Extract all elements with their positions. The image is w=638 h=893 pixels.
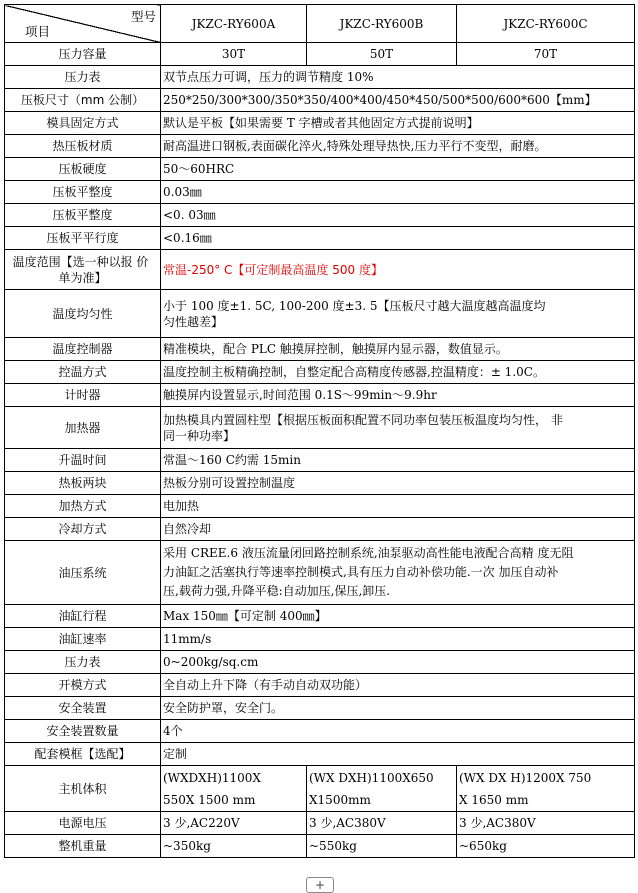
row-label-heater: 加热器: [5, 407, 161, 449]
dimensions-a-line1: (WXDXH)1100X: [163, 770, 261, 785]
heating-mode-value: 电加热: [161, 495, 635, 518]
header-corner-cell: [5, 5, 161, 43]
row-label-weight: 整机重量: [5, 835, 161, 858]
gauge-value: 双节点压力可调，压力的调节精度 10%: [161, 66, 635, 89]
table-row: [5, 605, 635, 628]
mold-fixing-value: 默认是平板【如果需要 T 字槽或者其他固定方式提前说明】: [161, 112, 635, 135]
table-row: [5, 720, 635, 743]
table-row: [5, 628, 635, 651]
temp-control-mode-value: 温度控制主板精确控制，自整定配合高精度传感器,控温精度：± 1.0C。: [161, 361, 635, 384]
table-row: [5, 135, 635, 158]
row-label-open-mode: 开模方式: [5, 674, 161, 697]
dimensions-a-line2: 550X 1500 mm: [163, 792, 256, 807]
power-b: 3 少,AC380V: [307, 812, 457, 835]
weight-a: ~350kg: [161, 835, 307, 858]
table-row: [5, 227, 635, 250]
row-label-speed: 油缸速率: [5, 628, 161, 651]
cooling-mode-value: 自然冷却: [161, 518, 635, 541]
platen-size-value: 250*250/300*300/350*350/400*400/450*450/500*500/600*600【mm】: [161, 89, 635, 112]
table-row: [5, 204, 635, 227]
table-row: [5, 697, 635, 720]
table-row: [5, 518, 635, 541]
capacity-b: 50T: [307, 43, 457, 66]
row-label-gauge: 压力表: [5, 66, 161, 89]
safety-qty-value: 4个: [161, 720, 635, 743]
row-label-heating-mode: 加热方式: [5, 495, 161, 518]
row-label-temp-control-mode: 控温方式: [5, 361, 161, 384]
table-row: [5, 449, 635, 472]
temp-range-label-line2: 单为准】: [58, 270, 107, 285]
table-row: [5, 158, 635, 181]
table-row: [5, 651, 635, 674]
hardness-value: 50～60HRC: [161, 158, 635, 181]
mold-frame-value: 定制: [161, 743, 635, 766]
expand-handle-button[interactable]: +: [306, 877, 334, 893]
table-row: [5, 250, 635, 290]
table-row: [5, 766, 635, 812]
timer-value: 触摸屏内设置显示,时间范围 0.1S～99min～9.9hr: [161, 384, 635, 407]
heater-line1: 加热模具内置圆柱型【根据压板面积配置不同功率包装压板温度均匀性， 非: [163, 412, 563, 427]
hot-plates-value: 热板分别可设置控制温度: [161, 472, 635, 495]
dimensions-c-line2: X 1650 mm: [459, 792, 529, 807]
row-label-cooling-mode: 冷却方式: [5, 518, 161, 541]
table-row: [5, 743, 635, 766]
table-row: [5, 541, 635, 605]
temp-range-label-line1: 温度范围【选一种以报 价: [12, 254, 149, 269]
hydraulic-line1: 采用 CREE.6 液压流量闭回路控制系统,油泵驱动高性能电液配合高精 度无阻: [163, 546, 574, 560]
hydraulic-line3: 压,载荷力强,升降平稳:自动加压,保压,卸压.: [163, 584, 391, 598]
row-label-flatness: 压板平整度: [5, 181, 161, 204]
dimensions-c: [457, 766, 635, 812]
row-label-safety-qty: 安全装置数量: [5, 720, 161, 743]
table-row: [5, 66, 635, 89]
header-model-label: 型号: [130, 9, 156, 24]
table-row: [5, 407, 635, 449]
heating-time-value: 常温～160 C约需 15min: [161, 449, 635, 472]
platen-material-value: 耐高温进口钢板,表面碳化淬火,特殊处理导热快,压力平行不变型，耐磨。: [161, 135, 635, 158]
row-label-safety: 安全装置: [5, 697, 161, 720]
safety-value: 安全防护罩，安全门。: [161, 697, 635, 720]
open-mode-value: 全自动上升下降（有手动自动双功能）: [161, 674, 635, 697]
temp-uniformity-value: [161, 290, 635, 338]
row-label-heating-time: 升温时间: [5, 449, 161, 472]
row-label-mold-fixing: 模具固定方式: [5, 112, 161, 135]
header-item-label: 项目: [25, 24, 51, 39]
hydraulic-value: [161, 541, 635, 605]
dimensions-b-line2: X1500mm: [309, 792, 371, 807]
row-label-power: 电源电压: [5, 812, 161, 835]
row-label-gauge-2: 压力表: [5, 651, 161, 674]
spec-table: [4, 4, 635, 858]
row-label-hardness: 压板硬度: [5, 158, 161, 181]
table-row: [5, 384, 635, 407]
table-row: [5, 338, 635, 361]
speed-value: 11mm/s: [161, 628, 635, 651]
header-model-a: JKZC-RY600A: [161, 5, 307, 43]
table-row: [5, 290, 635, 338]
flatness-2-value: <0. 03㎜: [161, 204, 635, 227]
row-label-platen-material: 热压板材质: [5, 135, 161, 158]
capacity-a: 30T: [161, 43, 307, 66]
table-row: [5, 43, 635, 66]
table-row: [5, 472, 635, 495]
heater-value: [161, 407, 635, 449]
dimensions-b-line1: (WX DXH)1100X650: [309, 770, 434, 785]
temp-controller-value: 精准模块，配合 PLC 触摸屏控制，触摸屏内显示器，数值显示。: [161, 338, 635, 361]
gauge-2-value: 0~200kg/sq.cm: [161, 651, 635, 674]
power-a: 3 少,AC220V: [161, 812, 307, 835]
row-label-mold-frame: 配套模框【选配】: [5, 743, 161, 766]
dimensions-c-line1: (WX DX H)1200X 750: [459, 770, 592, 785]
row-label-flatness-2: 压板平整度: [5, 204, 161, 227]
row-label-parallelism: 压板平平行度: [5, 227, 161, 250]
capacity-c: 70T: [457, 43, 635, 66]
row-label-temp-range: [5, 250, 161, 290]
temp-uniformity-line1: 小于 100 度±1. 5C, 100-200 度±3. 5【压板尺寸越大温度越高温度均: [163, 298, 546, 313]
table-row: [5, 835, 635, 858]
header-model-c: JKZC-RY600C: [457, 5, 635, 43]
table-row: [5, 112, 635, 135]
temp-range-value: 常温-250° C【可定制最高温度 500 度】: [161, 250, 635, 290]
dimensions-a: [161, 766, 307, 812]
row-label-dimensions: 主机体积: [5, 766, 161, 812]
table-row: [5, 674, 635, 697]
row-label-platen-size: 压板尺寸（mm 公制）: [5, 89, 161, 112]
table-row: [5, 361, 635, 384]
table-row: [5, 495, 635, 518]
heater-line2: 同一种功率】: [163, 428, 236, 443]
parallelism-value: <0.16㎜: [161, 227, 635, 250]
table-row: [5, 812, 635, 835]
table-row: [5, 89, 635, 112]
weight-b: ~550kg: [307, 835, 457, 858]
row-label-hydraulic: 油压系统: [5, 541, 161, 605]
dimensions-b: [307, 766, 457, 812]
temp-uniformity-line2: 匀性越差】: [163, 314, 224, 329]
stroke-value: Max 150㎜【可定制 400㎜】: [161, 605, 635, 628]
row-label-hot-plates: 热板两块: [5, 472, 161, 495]
row-label-temp-uniformity: 温度均匀性: [5, 290, 161, 338]
row-label-timer: 计时器: [5, 384, 161, 407]
hydraulic-line2: 力油缸之活塞执行等速率控制模式,具有压力自动补偿功能.一次 加压自动补: [163, 565, 559, 579]
row-label-capacity: 压力容量: [5, 43, 161, 66]
table-row: [5, 181, 635, 204]
power-c: 3 少,AC380V: [457, 812, 635, 835]
table-header-row: [5, 5, 635, 43]
weight-c: ~650kg: [457, 835, 635, 858]
row-label-stroke: 油缸行程: [5, 605, 161, 628]
flatness-value: 0.03㎜: [161, 181, 635, 204]
row-label-temp-controller: 温度控制器: [5, 338, 161, 361]
header-model-b: JKZC-RY600B: [307, 5, 457, 43]
